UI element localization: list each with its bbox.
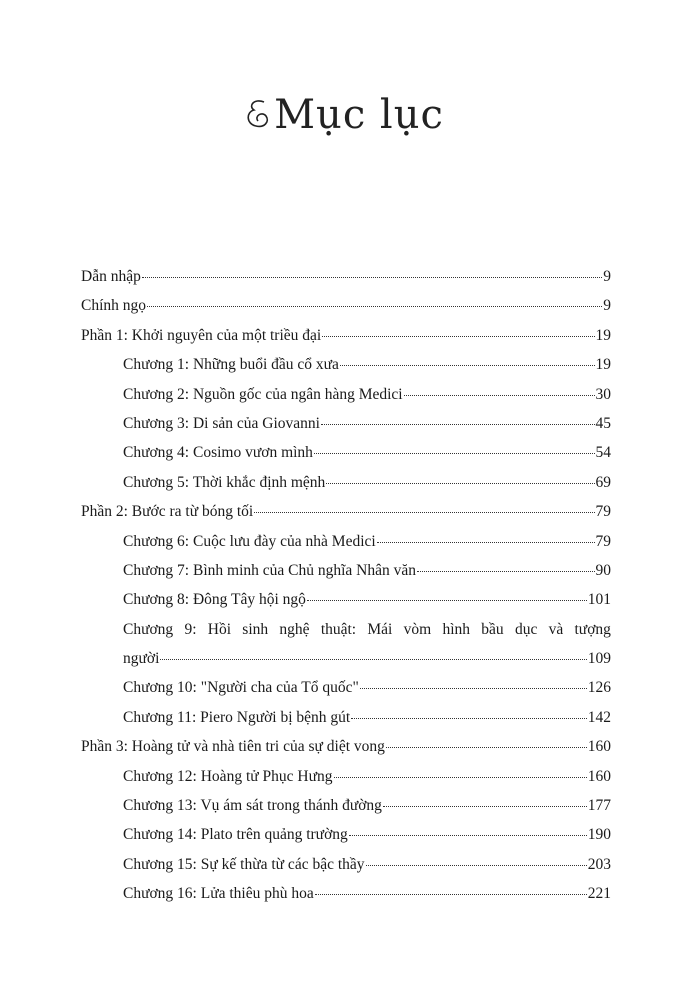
- dot-leader: [417, 571, 595, 572]
- toc-chapter-entry: [81, 644, 611, 673]
- toc-chapter-entry: [81, 850, 611, 879]
- toc-entry-label: Chương 2: Nguồn gốc của ngân hàng Medici: [123, 385, 403, 403]
- toc-entry-label: người: [123, 650, 160, 668]
- toc-part-entry: [81, 262, 611, 291]
- toc-entry-label: Chương 10: "Người cha của Tổ quốc": [123, 679, 359, 697]
- toc-entry-label: Chính ngọ: [81, 297, 147, 315]
- dot-leader: [334, 777, 587, 778]
- toc-entry-label: Chương 14: Plato trên quảng trường: [123, 826, 348, 844]
- toc-page-number: 160: [587, 767, 611, 785]
- toc-entry-label: Chương 6: Cuộc lưu đày của nhà Medici: [123, 532, 376, 550]
- toc-entry-label: Phần 1: Khởi nguyên của một triều đại: [81, 326, 322, 344]
- toc-page-number: 79: [595, 503, 611, 521]
- toc-page-number: 221: [587, 885, 611, 903]
- toc-page-number: 9: [603, 297, 611, 315]
- toc-chapter-entry: [81, 527, 611, 556]
- dot-leader: [360, 688, 587, 689]
- toc-entry-label: Chương 13: Vụ ám sát trong thánh đường: [123, 797, 382, 815]
- dot-leader: [383, 806, 587, 807]
- toc-chapter-entry: [81, 468, 611, 497]
- toc-page-number: 30: [595, 385, 611, 403]
- dot-leader: [386, 747, 587, 748]
- toc-page-number: 190: [587, 826, 611, 844]
- toc-page-number: 177: [587, 797, 611, 815]
- page-title-text: Mục lục: [274, 92, 444, 138]
- toc-page-number: 160: [587, 738, 611, 756]
- toc-chapter-entry: [81, 438, 611, 467]
- toc-chapter-entry: [81, 762, 611, 791]
- toc-page-number: 203: [587, 855, 611, 873]
- toc-entry-label: Chương 11: Piero Người bị bệnh gút: [123, 708, 351, 726]
- dot-leader: [349, 835, 587, 836]
- dot-leader: [142, 277, 602, 278]
- toc-page-number: 19: [595, 326, 611, 344]
- toc-chapter-entry: [81, 409, 611, 438]
- toc-entry-label: Chương 5: Thời khắc định mệnh: [123, 473, 326, 491]
- page-title: [0, 92, 688, 144]
- toc-entry-label: Chương 9: Hồi sinh nghệ thuật: Mái vòm hình bầu dục và tượng: [123, 620, 611, 638]
- dot-leader: [326, 483, 594, 484]
- toc-part-entry: [81, 732, 611, 761]
- ornament-swash-icon: [244, 94, 272, 144]
- dot-leader: [160, 659, 586, 660]
- toc-entry-label: Phần 3: Hoàng tử và nhà tiên tri của sự diệt vong: [81, 738, 385, 756]
- toc-entry-label: Chương 4: Cosimo vươn mình: [123, 444, 313, 462]
- toc-chapter-entry: [81, 350, 611, 379]
- toc-page-number: 109: [587, 650, 611, 668]
- toc-entry-label: Chương 15: Sự kế thừa từ các bậc thầy: [123, 855, 365, 873]
- toc-entry-label: Chương 8: Đông Tây hội ngộ: [123, 591, 306, 609]
- dot-leader: [404, 395, 595, 396]
- toc-chapter-entry: [81, 556, 611, 585]
- toc-chapter-entry: [81, 380, 611, 409]
- dot-leader: [377, 542, 595, 543]
- toc-page-number: 9: [603, 268, 611, 285]
- toc-page-number: 69: [595, 473, 611, 491]
- toc-part-entry: [81, 497, 611, 526]
- toc-chapter-entry: [81, 585, 611, 614]
- dot-leader: [340, 365, 595, 366]
- table-of-contents: [81, 262, 611, 909]
- toc-part-entry: [81, 321, 611, 350]
- toc-chapter-entry: [81, 791, 611, 820]
- dot-leader: [254, 512, 594, 513]
- toc-entry-label: Chương 7: Bình minh của Chủ nghĩa Nhân văn: [123, 561, 416, 579]
- toc-page-number: 142: [587, 708, 611, 726]
- toc-entry-label: Chương 16: Lửa thiêu phù hoa: [123, 885, 314, 903]
- dot-leader: [366, 865, 587, 866]
- dot-leader: [147, 306, 602, 307]
- toc-chapter-entry: [81, 879, 611, 908]
- toc-page-number: 90: [595, 561, 611, 579]
- toc-entry-label: Chương 12: Hoàng tử Phục Hưng: [123, 767, 333, 785]
- toc-entry-label: Phần 2: Bước ra từ bóng tối: [81, 503, 254, 521]
- toc-part-entry: [81, 291, 611, 320]
- toc-page-number: 19: [595, 356, 611, 374]
- toc-chapter-entry: [81, 820, 611, 849]
- dot-leader: [315, 894, 587, 895]
- toc-entry-label: Chương 3: Di sản của Giovanni: [123, 414, 320, 432]
- dot-leader: [351, 718, 587, 719]
- dot-leader: [322, 336, 594, 337]
- dot-leader: [307, 600, 587, 601]
- toc-page-number: 79: [595, 532, 611, 550]
- toc-chapter-entry: [81, 703, 611, 732]
- toc-chapter-entry: [81, 673, 611, 702]
- toc-page-number: 54: [595, 444, 611, 462]
- toc-entry-label: Dẫn nhập: [81, 268, 141, 285]
- toc-page-number: 101: [587, 591, 611, 609]
- toc-entry-label: Chương 1: Những buổi đầu cổ xưa: [123, 356, 339, 374]
- dot-leader: [321, 424, 595, 425]
- toc-page-number: 126: [587, 679, 611, 697]
- toc-page-number: 45: [595, 414, 611, 432]
- dot-leader: [314, 453, 595, 454]
